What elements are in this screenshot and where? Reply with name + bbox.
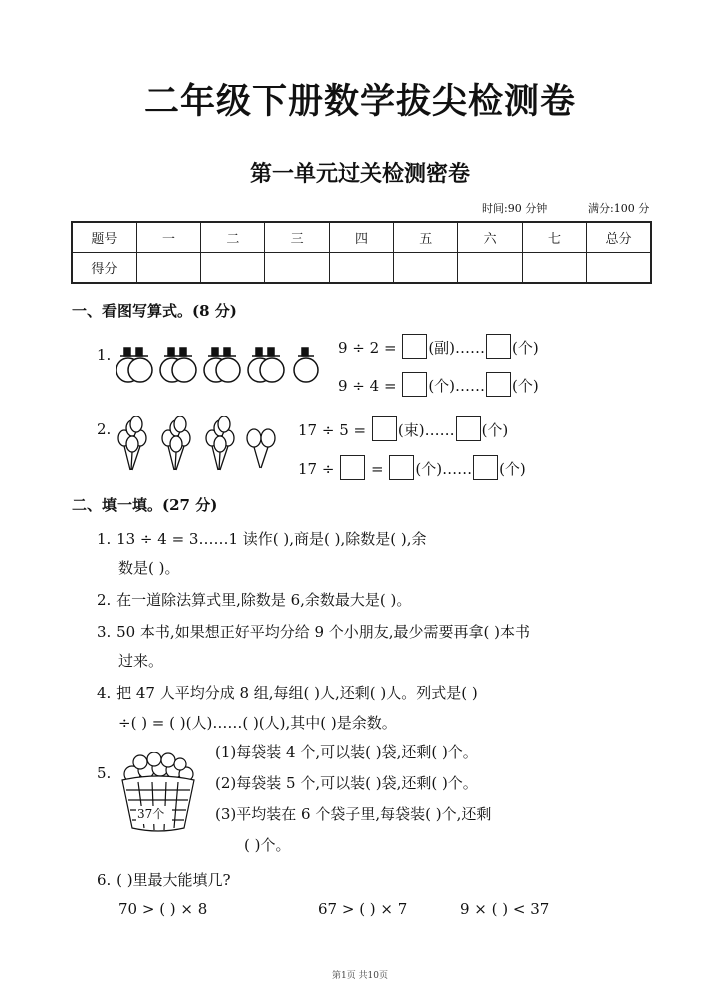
score-input-cell[interactable] xyxy=(394,253,458,284)
section-1-heading: 一、看图写算式。(8 分) xyxy=(72,302,237,320)
question-text: 67 > ( ) × 7 xyxy=(318,900,408,918)
question-number: 5. xyxy=(97,764,112,782)
unit-text: (个) xyxy=(481,421,509,439)
score-input-cell[interactable] xyxy=(329,253,393,284)
question-text: 9 × ( ) < 37 xyxy=(460,900,550,918)
score-input-cell[interactable] xyxy=(265,253,329,284)
question-text: (2)每袋装 5 个,可以装( )袋,还剩( )个。 xyxy=(215,774,478,792)
balloons-icon xyxy=(116,416,280,472)
score-input-cell[interactable] xyxy=(201,253,265,284)
section-2-heading: 二、填一填。(27 分) xyxy=(72,496,218,514)
table-cell: 二 xyxy=(201,222,265,253)
question-number: 1. xyxy=(97,346,112,364)
question-text: (3)平均装在 6 个袋子里,每袋装( )个,还剩 xyxy=(215,805,492,823)
equation-row-2a xyxy=(298,416,508,441)
equation-text: 17 ÷ 5 = xyxy=(298,421,367,439)
score-input-cell[interactable] xyxy=(136,253,200,284)
question-number: 2. xyxy=(97,420,112,438)
answer-box[interactable] xyxy=(389,455,414,480)
equation-text: 9 ÷ 2 = xyxy=(338,339,397,357)
question-text: 数是( )。 xyxy=(118,559,180,577)
equation-text: = xyxy=(371,460,384,478)
answer-box[interactable] xyxy=(456,416,481,441)
unit-text: (个) xyxy=(499,460,526,478)
score-input-cell[interactable] xyxy=(587,253,651,284)
unit-text: (个) xyxy=(512,377,539,395)
table-cell: 四 xyxy=(329,222,393,253)
equation-text: 9 ÷ 4 = xyxy=(338,377,397,395)
table-cell: 总分 xyxy=(587,222,651,253)
score-table xyxy=(71,221,652,284)
question-text: 1. 13 ÷ 4 = 3……1 读作( ),商是( ),除数是( ),余 xyxy=(97,530,427,548)
full-score: 满分:100 分 xyxy=(588,202,650,215)
score-input-cell[interactable] xyxy=(522,253,586,284)
equation-text: 17 ÷ xyxy=(298,460,335,478)
table-cell: 题号 xyxy=(72,222,136,253)
equation-row-2b xyxy=(298,455,526,480)
page-subtitle: 第一单元过关检测密卷 xyxy=(249,161,470,187)
answer-box[interactable] xyxy=(486,372,511,397)
score-table-header-row xyxy=(72,222,651,253)
answer-box[interactable] xyxy=(372,416,397,441)
page-footer: 第1页 共10页 xyxy=(331,971,389,981)
page-title: 二年级下册数学拔尖检测卷 xyxy=(143,82,576,122)
question-text: 70 > ( ) × 8 xyxy=(118,900,208,918)
table-cell: 一 xyxy=(136,222,200,253)
equation-row-1a xyxy=(338,334,539,359)
question-text: 过来。 xyxy=(118,652,164,670)
unit-text: (个)…… xyxy=(415,460,473,478)
unit-text: (副)…… xyxy=(428,339,486,357)
question-text: 3. 50 本书,如果想正好平均分给 9 个小朋友,最少需要再拿( )本书 xyxy=(97,623,531,641)
question-text: ÷( ) = ( )(人)……( )(人),其中( )是余数。 xyxy=(118,714,397,732)
answer-box[interactable] xyxy=(402,334,427,359)
question-text: 6. ( )里最大能填几? xyxy=(97,871,231,889)
equation-row-1b xyxy=(338,372,539,397)
table-cell: 三 xyxy=(265,222,329,253)
basket-label: 37个 xyxy=(137,807,165,821)
answer-box[interactable] xyxy=(402,372,427,397)
question-text: ( )个。 xyxy=(244,836,291,854)
answer-box[interactable] xyxy=(473,455,498,480)
question-text: (1)每袋装 4 个,可以装( )袋,还剩( )个。 xyxy=(215,743,478,761)
unit-text: (个)…… xyxy=(428,377,486,395)
ping-pong-paddles-icon xyxy=(116,340,324,392)
table-cell: 六 xyxy=(458,222,522,253)
table-cell: 七 xyxy=(522,222,586,253)
table-cell: 五 xyxy=(394,222,458,253)
unit-text: (束)…… xyxy=(397,421,455,439)
score-input-cell[interactable] xyxy=(458,253,522,284)
question-text: 2. 在一道除法算式里,除数是 6,余数最大是( )。 xyxy=(97,591,412,609)
unit-text: (个) xyxy=(512,339,539,357)
score-table-score-row xyxy=(72,253,651,284)
question-text: 4. 把 47 人平均分成 8 组,每组( )人,还剩( )人。列式是( ) xyxy=(97,684,478,702)
table-cell: 得分 xyxy=(72,253,136,284)
answer-box[interactable] xyxy=(486,334,511,359)
answer-box[interactable] xyxy=(340,455,365,480)
time-limit: 时间:90 分钟 xyxy=(482,202,548,215)
